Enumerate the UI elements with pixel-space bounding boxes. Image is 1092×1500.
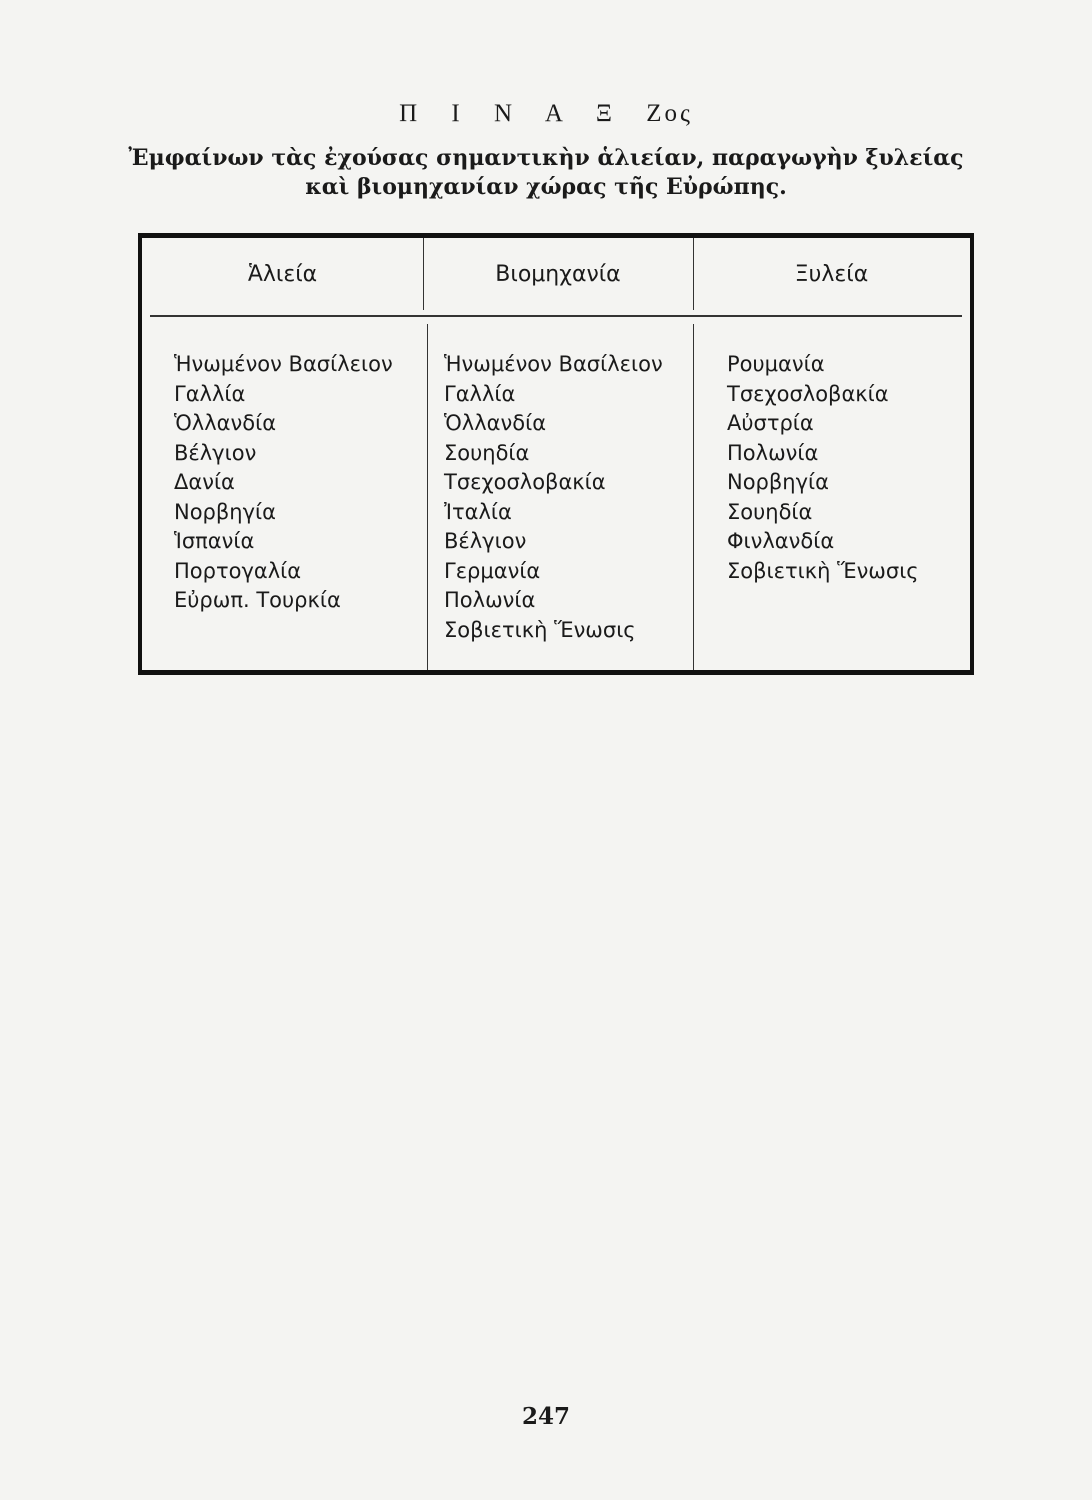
country-cell: Δανία	[174, 470, 235, 494]
table-title	[0, 100, 1092, 128]
country-cell: Ὁλλανδία	[174, 411, 277, 435]
country-cell: Ἡνωμένον Βασίλειον	[174, 352, 393, 376]
column-divider	[427, 324, 428, 670]
title-number: Ζος	[646, 100, 693, 127]
column-header-industry: Βιομηχανία	[495, 262, 621, 287]
country-cell: Βέλγιον	[444, 529, 527, 553]
timber-column	[727, 350, 919, 586]
page-number: 247	[521, 1403, 570, 1430]
country-cell: Ρουμανία	[727, 352, 825, 376]
country-cell: Φινλανδία	[727, 529, 835, 553]
country-cell: Σοβιετικὴ Ἕνωσις	[727, 558, 919, 583]
column-divider	[423, 238, 424, 310]
title-label: Π Ι Ν Α Ξ	[399, 100, 626, 127]
fishing-column	[174, 350, 393, 616]
country-cell: Πολωνία	[444, 588, 536, 612]
country-cell: Γαλλία	[444, 381, 516, 406]
country-cell: Εὐρωπ. Τουρκία	[174, 588, 341, 612]
country-cell: Σουηδία	[727, 499, 813, 524]
column-header-fishing: Ἁλιεία	[247, 262, 318, 287]
country-cell: Ἰταλία	[444, 499, 512, 524]
country-cell: Γαλλία	[174, 381, 246, 406]
country-cell: Βέλγιον	[174, 440, 257, 465]
column-divider	[693, 238, 694, 310]
country-cell: Νορβηγία	[174, 499, 276, 524]
country-cell: Τσεχοσλοβακία	[727, 381, 889, 406]
subtitle-line-1: Ἐμφαίνων τὰς ἐχούσας σημαντικὴν ἁλιείαν, παραγωγὴν ξυλείας	[128, 145, 964, 171]
country-cell: Νορβηγία	[727, 470, 829, 494]
industry-column	[444, 350, 663, 645]
country-cell: Πορτογαλία	[174, 558, 302, 583]
country-cell: Ἡνωμένον Βασίλειον	[444, 352, 663, 376]
column-divider	[693, 324, 694, 670]
country-cell: Σοβιετικὴ Ἕνωσις	[444, 617, 636, 642]
column-header-timber: Ξυλεία	[794, 262, 869, 287]
country-cell: Γερμανία	[444, 558, 541, 583]
country-cell: Σουηδία	[444, 440, 530, 465]
country-cell: Αὐστρία	[727, 411, 814, 435]
country-cell: Ὁλλανδία	[444, 411, 547, 435]
country-cell: Τσεχοσλοβακία	[444, 470, 606, 494]
data-table	[138, 233, 974, 675]
country-cell: Πολωνία	[727, 440, 819, 465]
header-rule	[150, 315, 962, 317]
country-cell: Ἱσπανία	[174, 529, 255, 553]
subtitle-line-2: καὶ βιομηχανίαν χώρας τῆς Εὐρώπης.	[305, 174, 787, 200]
